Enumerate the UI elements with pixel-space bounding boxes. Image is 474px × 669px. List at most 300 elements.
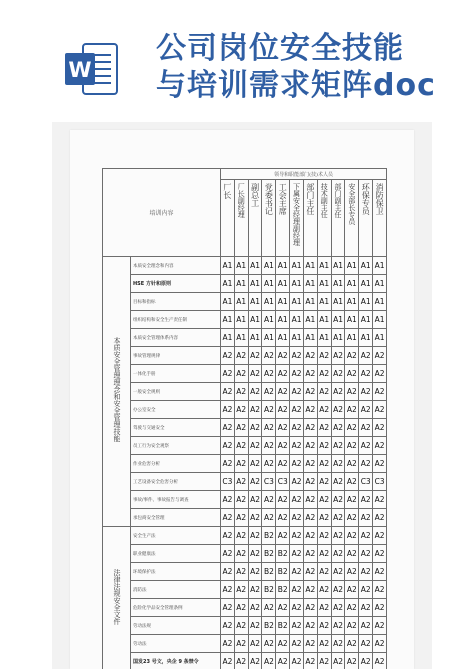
requirement-cell: A1 <box>331 329 345 347</box>
requirement-cell: C3 <box>221 473 235 491</box>
column-header-label: 安全部长专员 <box>347 183 356 225</box>
requirement-cell: A2 <box>317 419 331 437</box>
requirement-cell: A2 <box>345 419 359 437</box>
training-item-label: 承包商安全管理 <box>131 509 221 527</box>
table-row <box>103 473 387 491</box>
requirement-cell: A2 <box>359 383 373 401</box>
requirement-cell: A2 <box>331 527 345 545</box>
requirement-cell: A2 <box>303 509 317 527</box>
requirement-cell: A2 <box>331 473 345 491</box>
requirement-cell: A2 <box>345 365 359 383</box>
requirement-cell: A2 <box>290 509 304 527</box>
requirement-cell: A2 <box>221 509 235 527</box>
requirement-cell: A2 <box>290 383 304 401</box>
column-header-label: 工会主席 <box>278 183 288 215</box>
table-row <box>103 635 387 653</box>
table-row <box>103 563 387 581</box>
training-item-label: 办公室安全 <box>131 401 221 419</box>
column-header <box>331 180 345 257</box>
requirement-cell: A2 <box>290 347 304 365</box>
requirement-cell: A2 <box>359 437 373 455</box>
requirement-cell: A1 <box>373 275 387 293</box>
requirement-cell: A2 <box>248 527 262 545</box>
requirement-cell: C3 <box>373 473 387 491</box>
column-header-label: 消防保卫 <box>375 183 385 215</box>
requirement-cell: A2 <box>234 437 248 455</box>
requirement-cell: A2 <box>303 653 317 669</box>
requirement-cell: A2 <box>359 347 373 365</box>
requirement-cell: A2 <box>290 617 304 635</box>
category-label: 本质安全管理理念和安全管理技能 <box>113 337 121 442</box>
requirement-cell: A2 <box>290 635 304 653</box>
training-item-label: 作业危害分析 <box>131 455 221 473</box>
requirement-cell: A2 <box>221 419 235 437</box>
requirement-cell: A2 <box>221 383 235 401</box>
requirement-cell: A2 <box>234 347 248 365</box>
requirement-cell: A1 <box>262 275 276 293</box>
requirement-cell: A2 <box>276 599 290 617</box>
requirement-cell: A1 <box>248 275 262 293</box>
requirement-cell: A1 <box>373 293 387 311</box>
requirement-cell: A1 <box>331 293 345 311</box>
requirement-cell: A2 <box>290 491 304 509</box>
requirement-cell: A2 <box>373 401 387 419</box>
requirement-cell: A1 <box>331 257 345 275</box>
requirement-cell: A1 <box>276 311 290 329</box>
corner-header: 培训内容 <box>103 169 221 257</box>
table-row <box>103 599 387 617</box>
requirement-cell: A2 <box>345 599 359 617</box>
training-item-label: 环境保护法 <box>131 563 221 581</box>
table-row <box>103 401 387 419</box>
requirement-cell: A2 <box>276 347 290 365</box>
requirement-cell: A2 <box>359 401 373 419</box>
requirement-cell: A2 <box>221 581 235 599</box>
training-item-label: 驾驶与交通安全 <box>131 419 221 437</box>
column-header-label: 副总工 <box>250 183 260 207</box>
requirement-cell: A1 <box>331 311 345 329</box>
requirement-cell: A2 <box>290 365 304 383</box>
requirement-cell: A1 <box>359 257 373 275</box>
requirement-cell: A2 <box>290 581 304 599</box>
requirement-cell: A2 <box>331 365 345 383</box>
requirement-cell: A1 <box>331 275 345 293</box>
requirement-cell: C3 <box>262 473 276 491</box>
requirement-cell: A2 <box>345 635 359 653</box>
requirement-cell: A2 <box>317 653 331 669</box>
training-item-label: 消防法 <box>131 581 221 599</box>
requirement-cell: A2 <box>234 455 248 473</box>
table-row <box>103 293 387 311</box>
column-header-label: 下属安全经理副经理 <box>292 183 301 246</box>
requirement-cell: A2 <box>221 635 235 653</box>
requirement-cell: A1 <box>317 257 331 275</box>
table-row <box>103 329 387 347</box>
requirement-cell: A2 <box>234 599 248 617</box>
requirement-cell: A2 <box>248 347 262 365</box>
requirement-cell: A2 <box>373 347 387 365</box>
requirement-cell: A1 <box>221 257 235 275</box>
requirement-cell: A2 <box>290 437 304 455</box>
requirement-cell: A2 <box>234 473 248 491</box>
requirement-cell: A2 <box>303 563 317 581</box>
table-row <box>103 455 387 473</box>
training-item-label: HSE 方针和原则 <box>131 275 221 293</box>
requirement-cell: A2 <box>345 527 359 545</box>
requirement-cell: A2 <box>345 653 359 669</box>
table-row <box>103 617 387 635</box>
column-header <box>248 180 262 257</box>
requirement-cell: A1 <box>262 311 276 329</box>
requirement-cell: A2 <box>234 419 248 437</box>
requirement-cell: A1 <box>262 293 276 311</box>
requirement-cell: A1 <box>303 257 317 275</box>
requirement-cell: A2 <box>317 581 331 599</box>
requirement-cell: A2 <box>248 419 262 437</box>
requirement-cell: A2 <box>373 455 387 473</box>
column-header-label: 党委书记 <box>264 183 274 215</box>
column-header <box>345 180 359 257</box>
requirement-cell: A2 <box>373 365 387 383</box>
requirement-cell: A2 <box>221 653 235 669</box>
column-header <box>373 180 387 257</box>
requirement-cell: B2 <box>262 617 276 635</box>
requirement-cell: A1 <box>276 257 290 275</box>
column-header-label: 技术副主任 <box>320 183 329 218</box>
requirement-cell: A2 <box>290 599 304 617</box>
requirement-cell: A2 <box>359 509 373 527</box>
table-row <box>103 383 387 401</box>
requirement-cell: A2 <box>262 509 276 527</box>
requirement-cell: A2 <box>359 653 373 669</box>
training-item-label: 工艺设备安全危害分析 <box>131 473 221 491</box>
requirement-cell: A2 <box>331 635 345 653</box>
requirement-cell: A1 <box>234 311 248 329</box>
requirement-cell: A2 <box>262 455 276 473</box>
requirement-cell: A2 <box>359 365 373 383</box>
document-title <box>156 30 468 104</box>
requirement-cell: A2 <box>248 635 262 653</box>
requirement-cell: A2 <box>303 581 317 599</box>
requirement-cell: A2 <box>331 401 345 419</box>
training-item-label: 危险化学品安全管理条例 <box>131 599 221 617</box>
requirement-cell: A2 <box>234 653 248 669</box>
requirement-cell: A1 <box>248 311 262 329</box>
training-item-label: 国发23 号文，央企 9 条禁令 <box>131 653 221 669</box>
requirement-cell: A2 <box>262 347 276 365</box>
requirement-cell: A2 <box>359 617 373 635</box>
requirement-cell: A2 <box>331 581 345 599</box>
requirement-cell: A2 <box>276 401 290 419</box>
requirement-cell: A2 <box>234 581 248 599</box>
requirement-cell: A2 <box>221 563 235 581</box>
requirement-cell: A1 <box>248 257 262 275</box>
requirement-cell: A2 <box>303 545 317 563</box>
requirement-cell: A2 <box>373 383 387 401</box>
requirement-cell: A2 <box>234 635 248 653</box>
requirement-cell: A2 <box>317 545 331 563</box>
training-item-label: 一般安全规则 <box>131 383 221 401</box>
requirement-cell: A2 <box>262 653 276 669</box>
requirement-cell: A2 <box>303 419 317 437</box>
requirement-cell: A2 <box>359 527 373 545</box>
requirement-cell: A2 <box>290 401 304 419</box>
requirement-cell: A1 <box>234 293 248 311</box>
requirement-cell: A2 <box>303 527 317 545</box>
requirement-cell: A2 <box>290 563 304 581</box>
requirement-cell: A2 <box>359 599 373 617</box>
requirement-cell: A2 <box>331 653 345 669</box>
requirement-cell: A2 <box>262 419 276 437</box>
requirement-cell: A1 <box>373 329 387 347</box>
requirement-cell: C3 <box>276 473 290 491</box>
requirement-cell: A1 <box>317 311 331 329</box>
requirement-cell: A2 <box>290 545 304 563</box>
table-row <box>103 275 387 293</box>
requirement-cell: A2 <box>373 653 387 669</box>
requirement-cell: A2 <box>331 599 345 617</box>
requirement-cell: A1 <box>221 329 235 347</box>
requirement-cell: A2 <box>303 401 317 419</box>
title-line-2: 与培训需求矩阵doc <box>156 68 436 103</box>
requirement-cell: A2 <box>345 473 359 491</box>
training-item-label: 目标和指标 <box>131 293 221 311</box>
requirement-cell: A2 <box>262 491 276 509</box>
requirement-cell: A2 <box>234 365 248 383</box>
column-header-label: 部门主任 <box>305 183 315 215</box>
requirement-cell: A1 <box>359 293 373 311</box>
column-header <box>303 180 317 257</box>
requirement-cell: A2 <box>317 527 331 545</box>
requirement-cell: A2 <box>303 635 317 653</box>
requirement-cell: A2 <box>290 473 304 491</box>
requirement-cell: A1 <box>359 275 373 293</box>
requirement-cell: A2 <box>345 347 359 365</box>
requirement-cell: B2 <box>276 563 290 581</box>
requirement-cell: A1 <box>221 275 235 293</box>
requirement-cell: A2 <box>248 437 262 455</box>
requirement-cell: A2 <box>221 365 235 383</box>
requirement-cell: A1 <box>290 311 304 329</box>
document-header <box>0 0 474 120</box>
requirement-cell: A2 <box>262 383 276 401</box>
requirement-cell: A2 <box>276 383 290 401</box>
requirement-cell: B2 <box>276 617 290 635</box>
requirement-cell: A2 <box>234 545 248 563</box>
requirement-cell: A2 <box>373 635 387 653</box>
requirement-cell: A2 <box>290 527 304 545</box>
requirement-cell: A1 <box>303 275 317 293</box>
requirement-cell: A1 <box>345 293 359 311</box>
requirement-cell: A2 <box>373 581 387 599</box>
table-row <box>103 527 387 545</box>
requirement-cell: A2 <box>317 473 331 491</box>
requirement-cell: A2 <box>221 599 235 617</box>
requirement-cell: A2 <box>345 581 359 599</box>
requirement-cell: A1 <box>234 275 248 293</box>
requirement-cell: A2 <box>248 491 262 509</box>
training-item-label: 一体化手册 <box>131 365 221 383</box>
requirement-cell: A2 <box>317 365 331 383</box>
requirement-cell: A2 <box>317 455 331 473</box>
requirement-cell: A2 <box>221 437 235 455</box>
requirement-cell: B2 <box>262 527 276 545</box>
requirement-cell: A2 <box>373 545 387 563</box>
column-header-label: 环保专员 <box>361 183 371 215</box>
requirement-cell: A1 <box>234 329 248 347</box>
requirement-cell: A2 <box>303 437 317 455</box>
training-item-label: 安全生产法 <box>131 527 221 545</box>
requirement-cell: A2 <box>345 455 359 473</box>
requirement-cell: A2 <box>373 617 387 635</box>
column-header-label: 部门副主任 <box>334 183 343 218</box>
requirement-cell: A1 <box>303 293 317 311</box>
requirement-cell: B2 <box>262 581 276 599</box>
requirement-cell: A2 <box>248 383 262 401</box>
training-item-label: 事故/事件、事故报告与调查 <box>131 491 221 509</box>
training-item-label: 劳动法 <box>131 635 221 653</box>
column-header <box>317 180 331 257</box>
requirement-cell: A2 <box>345 491 359 509</box>
requirement-cell: A2 <box>345 563 359 581</box>
requirement-cell: A2 <box>290 419 304 437</box>
column-header <box>359 180 373 257</box>
requirement-cell: A2 <box>331 419 345 437</box>
requirement-cell: A2 <box>248 473 262 491</box>
requirement-cell: A1 <box>345 275 359 293</box>
requirement-cell: A2 <box>317 617 331 635</box>
column-header <box>221 180 235 257</box>
table-row <box>103 545 387 563</box>
requirement-cell: A1 <box>262 329 276 347</box>
requirement-cell: A1 <box>290 293 304 311</box>
requirement-cell: A2 <box>359 455 373 473</box>
requirement-cell: A1 <box>221 293 235 311</box>
requirement-cell: A2 <box>359 563 373 581</box>
table-row <box>103 437 387 455</box>
requirement-cell: A2 <box>248 401 262 419</box>
svg-text:W: W <box>68 58 92 82</box>
requirement-cell: A2 <box>373 437 387 455</box>
column-header <box>234 180 248 257</box>
requirement-cell: A2 <box>317 509 331 527</box>
requirement-cell: A1 <box>248 293 262 311</box>
requirement-cell: A2 <box>317 383 331 401</box>
category-cell <box>103 257 131 527</box>
requirement-cell: C3 <box>359 473 373 491</box>
category-cell <box>103 527 131 669</box>
requirement-cell: A2 <box>331 347 345 365</box>
requirement-cell: A1 <box>359 329 373 347</box>
table-row <box>103 509 387 527</box>
requirement-cell: A1 <box>373 257 387 275</box>
group-header: 领导和职能部门(技)术人员 <box>221 169 387 180</box>
requirement-cell: A2 <box>290 455 304 473</box>
requirement-cell: A2 <box>303 491 317 509</box>
requirement-cell: A2 <box>221 491 235 509</box>
requirement-cell: A2 <box>262 599 276 617</box>
requirement-cell: A2 <box>248 563 262 581</box>
requirement-cell: A1 <box>221 311 235 329</box>
requirement-cell: A2 <box>276 419 290 437</box>
requirement-cell: A2 <box>248 581 262 599</box>
column-header <box>290 180 304 257</box>
requirement-cell: A2 <box>262 437 276 455</box>
requirement-cell: A2 <box>276 635 290 653</box>
requirement-cell: A2 <box>234 527 248 545</box>
requirement-cell: A2 <box>373 491 387 509</box>
requirement-cell: A2 <box>221 455 235 473</box>
requirement-cell: A2 <box>248 509 262 527</box>
column-header-label: 厂长 <box>222 183 232 199</box>
requirement-cell: A2 <box>359 635 373 653</box>
requirement-cell: A2 <box>262 401 276 419</box>
requirement-cell: A2 <box>290 653 304 669</box>
requirement-cell: A2 <box>221 347 235 365</box>
table-row <box>103 491 387 509</box>
training-item-label: 职业健康法 <box>131 545 221 563</box>
training-item-label: 本质安全管理体系内容 <box>131 329 221 347</box>
requirement-cell: A2 <box>221 617 235 635</box>
table-row <box>103 347 387 365</box>
requirement-cell: A2 <box>248 653 262 669</box>
requirement-cell: A2 <box>303 365 317 383</box>
requirement-cell: A2 <box>276 653 290 669</box>
requirement-cell: A1 <box>345 311 359 329</box>
training-item-label: 事故管理规律 <box>131 347 221 365</box>
training-item-label: 组织结构和安全生产责任制 <box>131 311 221 329</box>
requirement-cell: A1 <box>303 311 317 329</box>
requirement-cell: A2 <box>221 545 235 563</box>
requirement-cell: B2 <box>276 581 290 599</box>
requirement-cell: A1 <box>317 293 331 311</box>
requirement-cell: A2 <box>331 563 345 581</box>
column-header <box>262 180 276 257</box>
requirement-cell: A2 <box>373 563 387 581</box>
requirement-cell: A2 <box>373 527 387 545</box>
requirement-cell: A2 <box>303 599 317 617</box>
requirement-cell: A2 <box>303 473 317 491</box>
requirement-cell: A2 <box>276 437 290 455</box>
training-item-label: 劳动法规 <box>131 617 221 635</box>
requirement-cell: A2 <box>331 383 345 401</box>
training-matrix-table <box>102 168 387 669</box>
requirement-cell: A2 <box>373 419 387 437</box>
requirement-cell: A2 <box>345 437 359 455</box>
requirement-cell: A2 <box>303 617 317 635</box>
requirement-cell: A1 <box>290 257 304 275</box>
requirement-cell: A2 <box>248 365 262 383</box>
requirement-cell: A2 <box>276 455 290 473</box>
training-item-label: 员工行为安全观察 <box>131 437 221 455</box>
requirement-cell: A2 <box>331 509 345 527</box>
requirement-cell: A2 <box>317 563 331 581</box>
title-line-1: 公司岗位安全技能 <box>156 31 404 66</box>
requirement-cell: A2 <box>262 635 276 653</box>
requirement-cell: A2 <box>331 491 345 509</box>
requirement-cell: A2 <box>317 401 331 419</box>
requirement-cell: A2 <box>345 401 359 419</box>
requirement-cell: B2 <box>262 545 276 563</box>
table-row <box>103 419 387 437</box>
requirement-cell: A2 <box>359 545 373 563</box>
requirement-cell: A1 <box>234 257 248 275</box>
requirement-cell: A2 <box>248 599 262 617</box>
table-row <box>103 311 387 329</box>
requirement-cell: A2 <box>276 527 290 545</box>
requirement-cell: A2 <box>303 455 317 473</box>
table-row <box>103 257 387 275</box>
